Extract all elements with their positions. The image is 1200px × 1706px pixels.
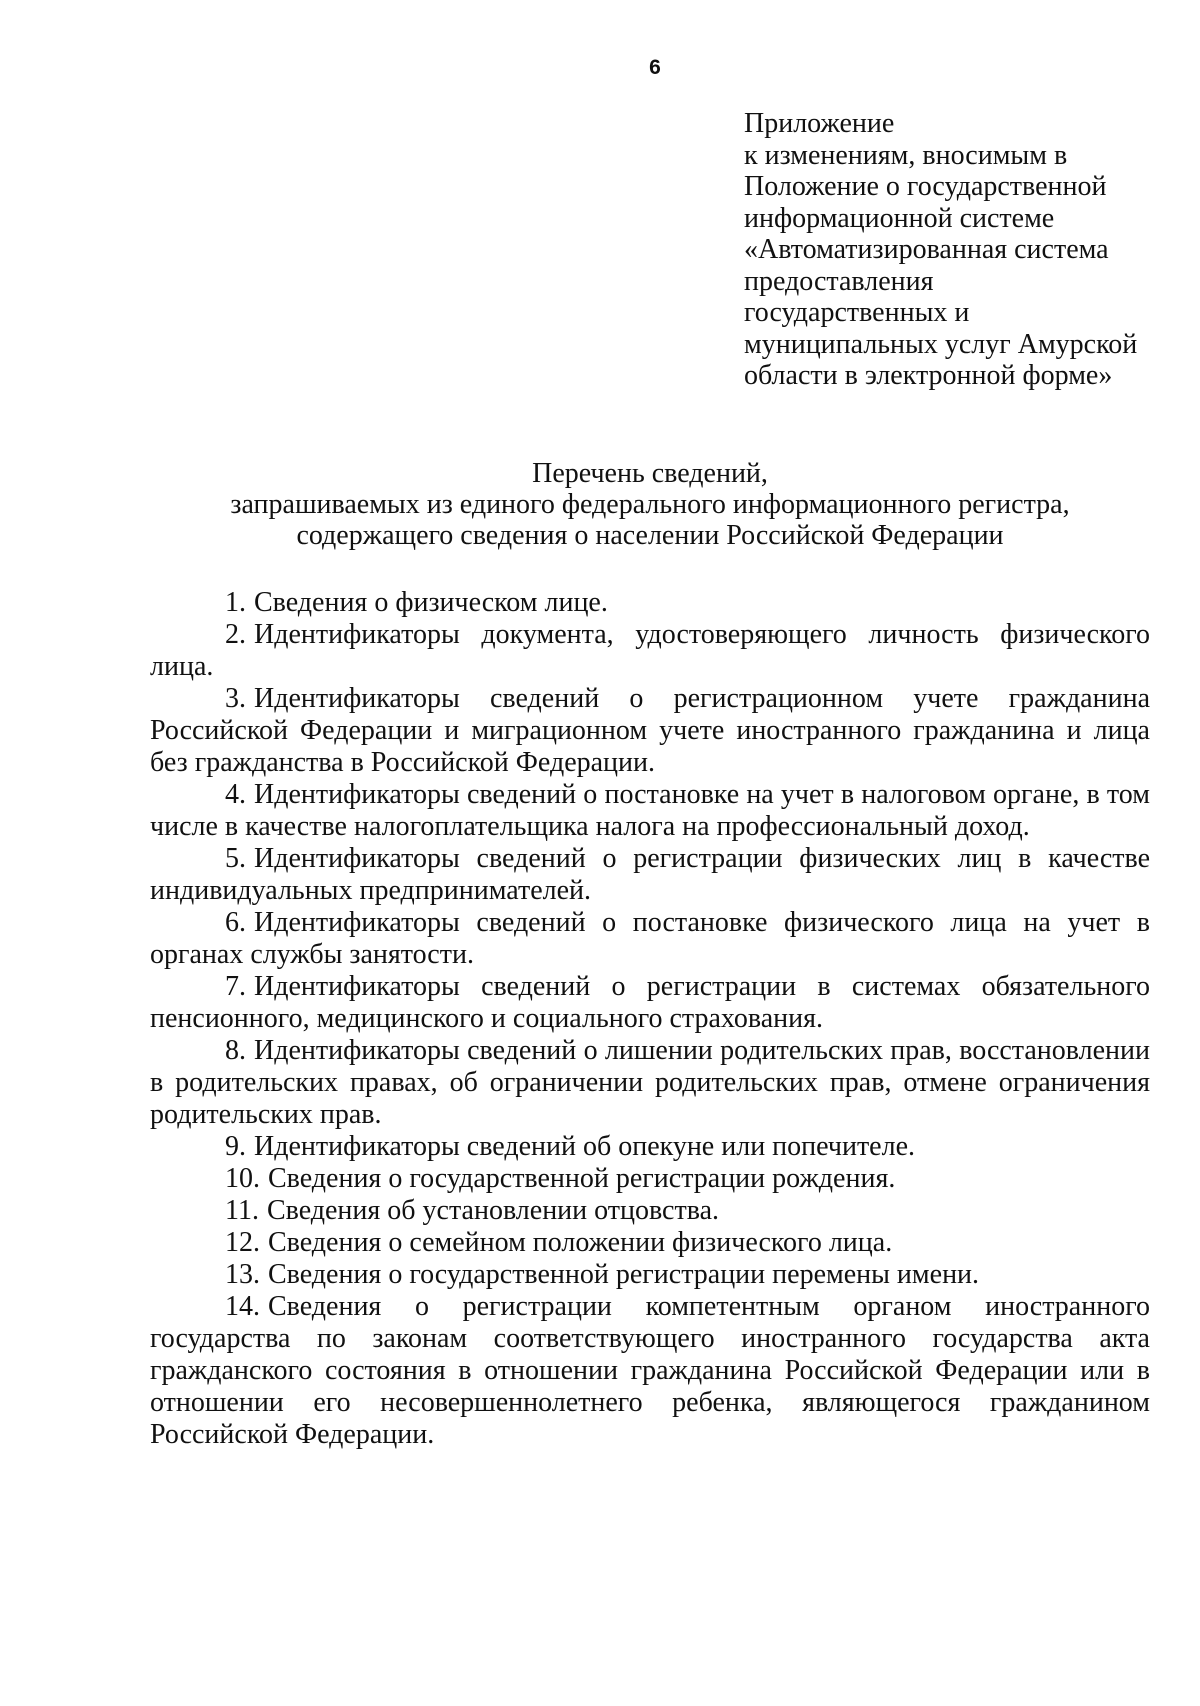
item-text: Сведения о регистрации компетентным органом иностранного государства по законам соответствующего иностранного государства акта гражданского состояния в отношении гражданина Российской Федерации или в отношении его несовершеннолетнего ребенка, являющегося гражданином Российской Федерации. <box>150 1291 1150 1450</box>
item-text: Идентификаторы сведений о регистрации в системах обязательного пенсионного, медицинского и социального страхования. <box>150 971 1150 1034</box>
list-item <box>150 1163 1150 1195</box>
item-number: 4. <box>225 779 246 810</box>
page-number: 6 <box>649 56 661 79</box>
appendix-line: области в электронной форме» <box>744 360 1113 391</box>
list-item <box>150 619 1150 683</box>
list-item <box>150 1291 1150 1451</box>
item-text: Идентификаторы сведений о постановке на учет в налоговом органе, в том числе в качестве налогоплательщика налога на профессиональный доход. <box>150 779 1150 842</box>
item-text: Идентификаторы сведений об опекуне или попечителе. <box>254 1131 916 1162</box>
item-number: 8. <box>225 1035 246 1066</box>
item-number: 13. <box>225 1259 260 1290</box>
appendix-line: Положение о государственной <box>744 171 1107 202</box>
list-item <box>150 1131 1150 1163</box>
appendix-block <box>744 108 1164 392</box>
item-number: 14. <box>225 1291 260 1322</box>
list-item <box>150 1195 1150 1227</box>
item-text: Сведения о государственной регистрации перемены имени. <box>268 1259 980 1290</box>
list-item <box>150 843 1150 907</box>
item-text: Сведения о семейном положении физического лица. <box>268 1227 893 1258</box>
item-text: Сведения об установлении отцовства. <box>266 1195 720 1226</box>
item-text: Сведения о физическом лице. <box>254 587 608 618</box>
item-number: 9. <box>225 1131 246 1162</box>
list-item <box>150 1227 1150 1259</box>
list-item <box>150 971 1150 1035</box>
list-item <box>150 1259 1150 1291</box>
list-item <box>150 1035 1150 1131</box>
heading-line: Перечень сведений, <box>532 458 768 489</box>
item-number: 1. <box>225 587 246 618</box>
item-number: 2. <box>225 619 246 650</box>
item-text: Идентификаторы сведений о регистрации физических лиц в качестве индивидуальных предпринимателей. <box>150 843 1150 906</box>
appendix-line: муниципальных услуг Амурской <box>744 328 1138 360</box>
item-number: 6. <box>225 907 246 938</box>
heading-line: содержащего сведения о населении Российской Федерации <box>296 520 1004 551</box>
list-item <box>150 587 1150 619</box>
appendix-line: Приложение <box>744 108 895 139</box>
item-number: 5. <box>225 843 246 874</box>
item-text: Идентификаторы сведений о лишении родительских прав, восстановлении в родительских правах, об ограничении родительских прав, отмене ограничения родительских прав. <box>150 1035 1150 1130</box>
item-number: 7. <box>225 971 246 1002</box>
appendix-line: предоставления <box>744 265 934 297</box>
appendix-line: информационной системе <box>744 202 1055 234</box>
heading-line: запрашиваемых из единого федерального информационного регистра, <box>230 489 1070 520</box>
list-item <box>150 907 1150 971</box>
item-text: Идентификаторы сведений о регистрационном учете гражданина Российской Федерации и миграционном учете иностранного гражданина и лица без гражданства в Российской Федерации. <box>150 683 1150 778</box>
appendix-line: государственных и <box>744 297 970 328</box>
item-text: Идентификаторы документа, удостоверяющего личность физического лица. <box>150 619 1150 682</box>
appendix-line: к изменениям, вносимым в <box>744 139 1068 171</box>
list-heading <box>150 458 1150 551</box>
item-text: Сведения о государственной регистрации рождения. <box>268 1163 896 1194</box>
list-item <box>150 683 1150 779</box>
appendix-line: «Автоматизированная система <box>744 234 1109 265</box>
items-list <box>150 587 1150 1451</box>
item-number: 11. <box>225 1195 259 1226</box>
list-item <box>150 779 1150 843</box>
item-number: 3. <box>225 683 246 714</box>
item-number: 10. <box>225 1163 260 1194</box>
item-text: Идентификаторы сведений о постановке физического лица на учет в органах службы занятости. <box>150 907 1150 970</box>
item-number: 12. <box>225 1227 260 1258</box>
